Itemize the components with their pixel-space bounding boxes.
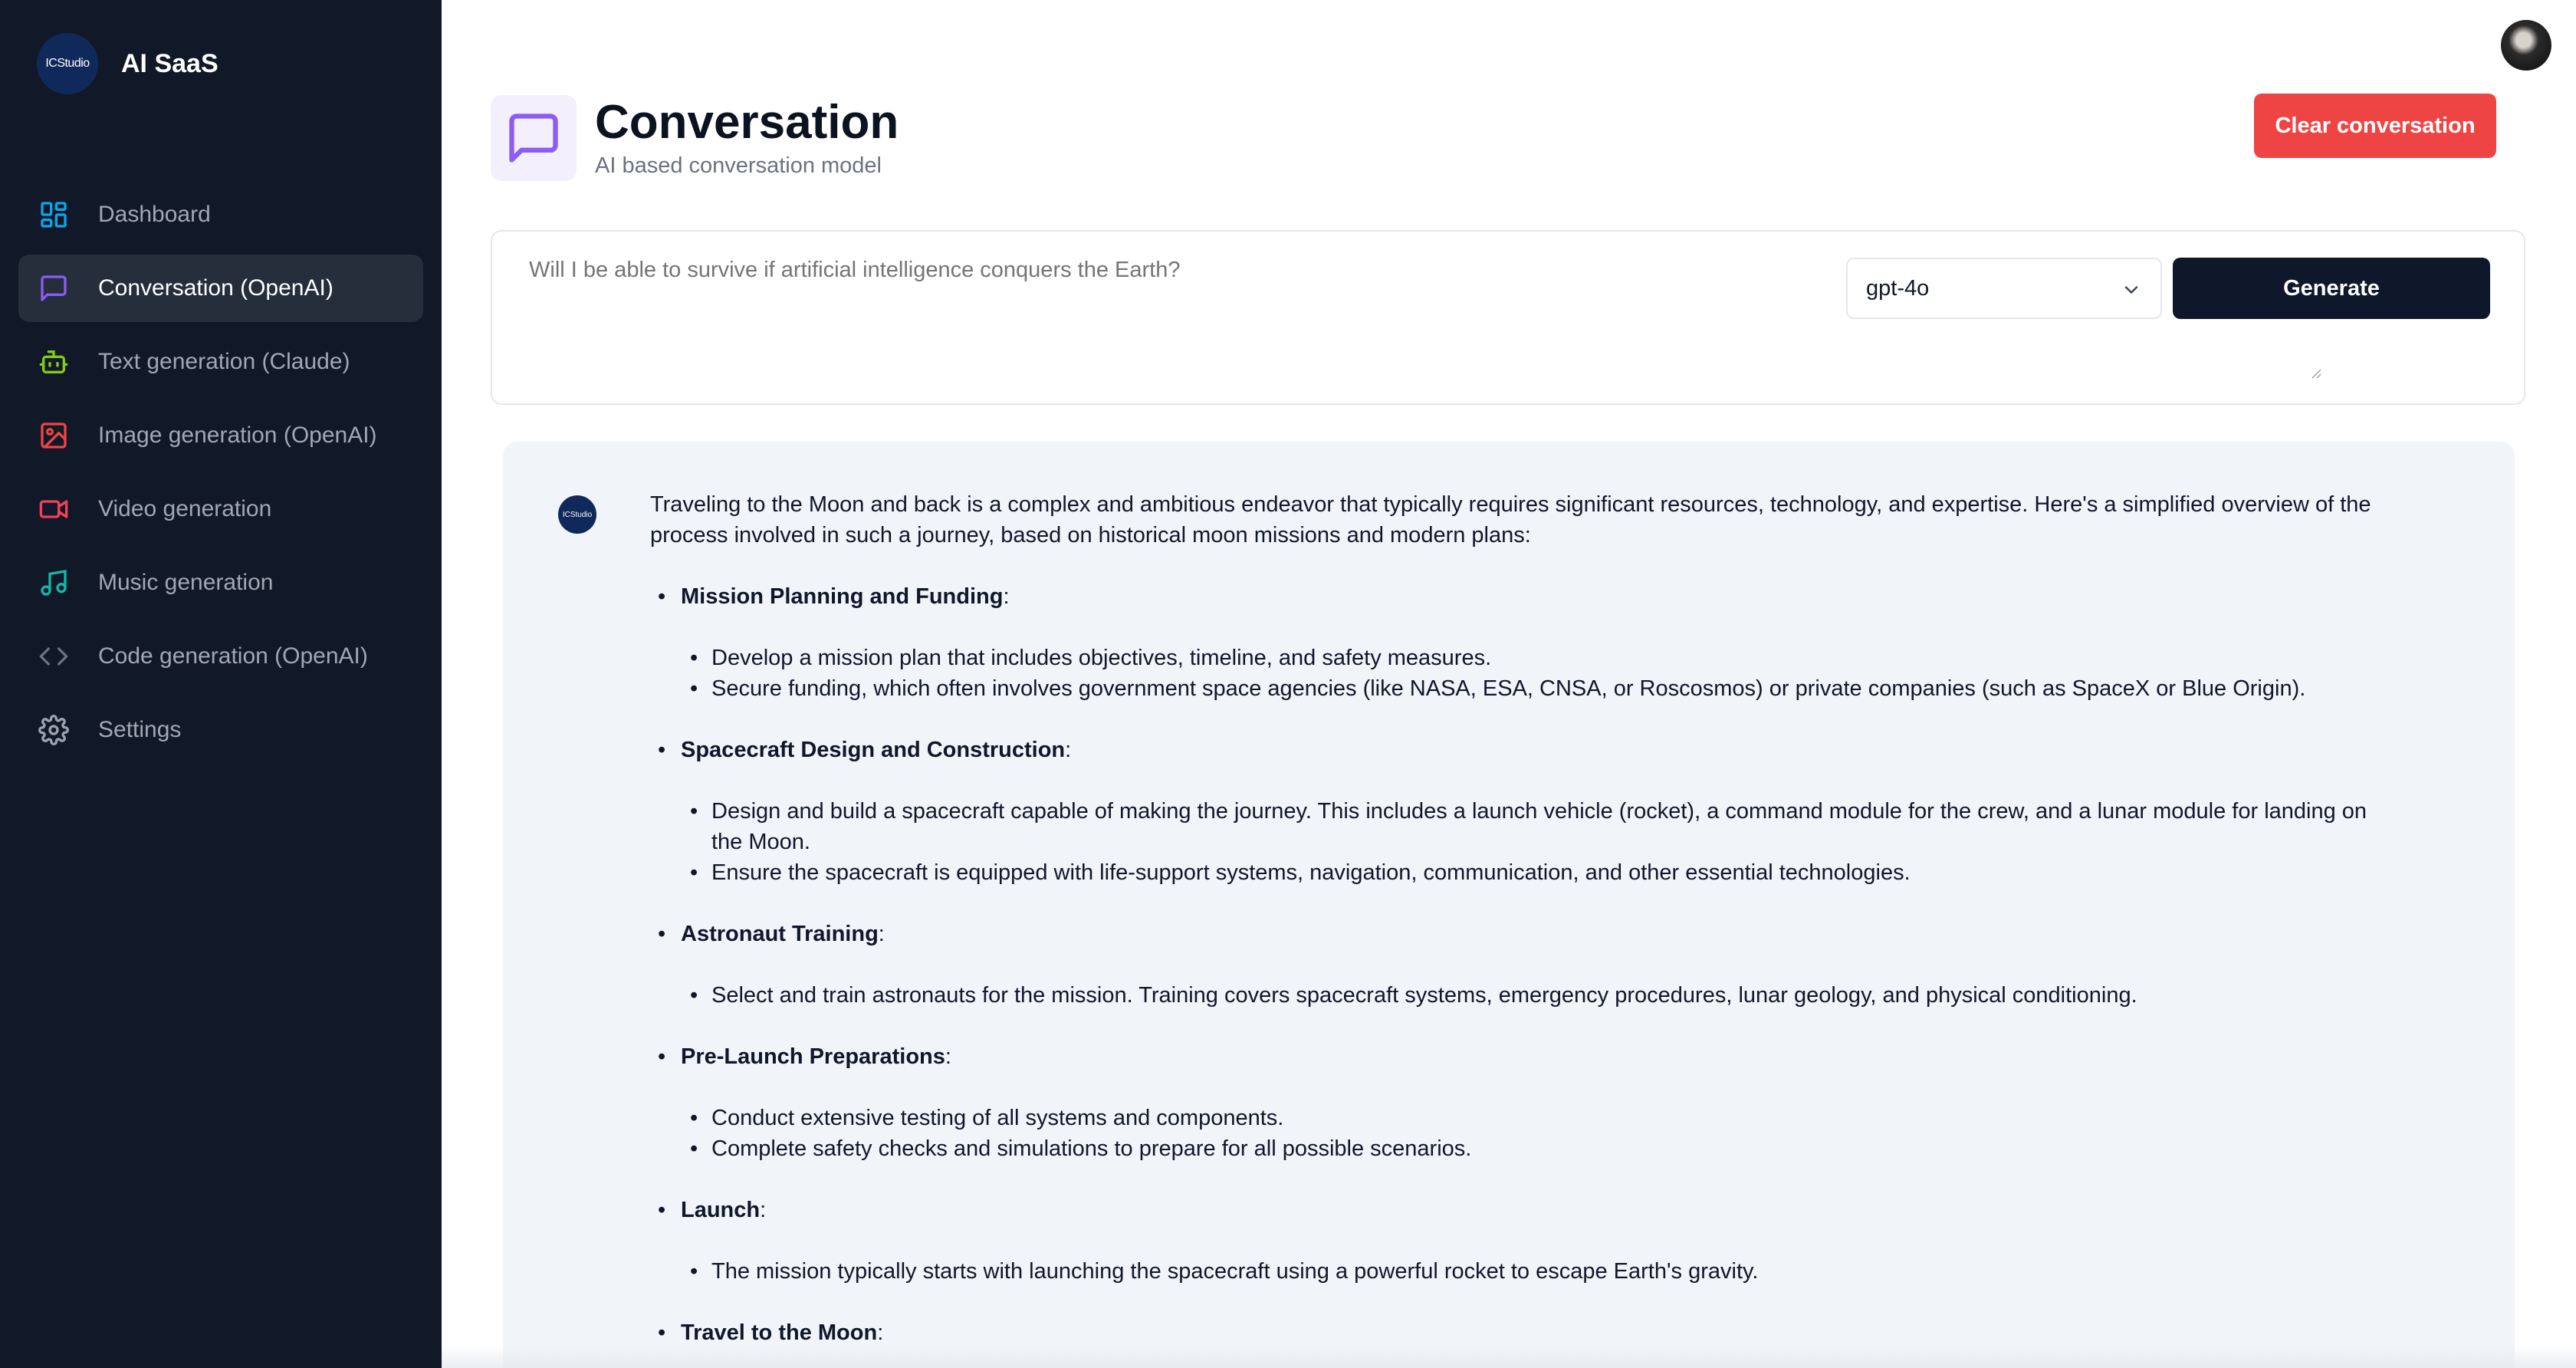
sidebar-item-image-generation[interactable] xyxy=(18,402,423,469)
chat-icon xyxy=(38,273,69,304)
list-item: • Conduct extensive testing of all systems and components. xyxy=(711,1103,2383,1133)
response-body xyxy=(650,489,2383,1368)
response-section: • Pre-Launch Preparations: • Conduct extensive testing of all systems and components. • Complete safety checks and simulations to prepare for all possible scenarios. xyxy=(650,1041,2383,1164)
sidebar-item-music-generation[interactable] xyxy=(18,549,423,617)
sidebar-item-label: Image generation (OpenAI) xyxy=(98,423,377,448)
clear-conversation-button[interactable]: Clear conversation xyxy=(2254,94,2496,158)
list-item: • Select and train astronauts for the mission. Training covers spacecraft systems, emergency procedures, lunar geology, and physical conditioning. xyxy=(711,980,2383,1011)
section-title: Launch xyxy=(681,1198,761,1222)
sidebar-item-code-generation[interactable] xyxy=(18,623,423,690)
generate-button[interactable]: Generate xyxy=(2173,258,2490,319)
response-section: • Launch: • The mission typically starts with launching the spacecraft using a powerful rocket to escape Earth's gravity. xyxy=(650,1195,2383,1287)
bot-icon xyxy=(38,347,69,377)
sidebar-item-label: Conversation (OpenAI) xyxy=(98,275,334,301)
chevron-down-icon xyxy=(2121,279,2142,301)
list-item: • Complete safety checks and simulations to prepare for all possible scenarios. xyxy=(711,1133,2383,1164)
model-select-value: gpt-4o xyxy=(1866,275,1930,301)
prompt-form xyxy=(491,230,2525,405)
section-title: Astronaut Training xyxy=(681,922,879,946)
section-title: Pre-Launch Preparations xyxy=(681,1044,945,1069)
list-item: • Develop a mission plan that includes objectives, timeline, and safety measures. xyxy=(711,643,2383,673)
sidebar-item-conversation[interactable] xyxy=(18,255,423,322)
sidebar-item-label: Dashboard xyxy=(98,202,211,227)
page-title: Conversation xyxy=(595,96,899,149)
bot-avatar: ICStudio xyxy=(558,495,596,534)
response-section: • Travel to the Moon: xyxy=(650,1317,2383,1348)
sidebar-item-label: Code generation (OpenAI) xyxy=(98,643,368,669)
response-section: • Mission Planning and Funding: • Develop a mission plan that includes objectives, timeline, and safety measures. • Secure funding, which often involves government space agencies (like NASA, ESA, CNSA, or Roscosmos) or private companies (such as SpaceX or Blue Origin). xyxy=(650,581,2383,704)
list-item: • Ensure the spacecraft is equipped with life-support systems, navigation, communication, and other essential technologies. xyxy=(711,857,2383,888)
section-title: Spacecraft Design and Construction xyxy=(681,738,1066,762)
list-item: • The mission typically starts with launching the spacecraft using a powerful rocket to escape Earth's gravity. xyxy=(711,1256,2383,1287)
sidebar-item-settings[interactable] xyxy=(18,696,423,764)
sidebar-item-text-generation[interactable] xyxy=(18,328,423,396)
sidebar xyxy=(0,0,442,1368)
sidebar-item-label: Music generation xyxy=(98,570,274,595)
brand-logo: ICStudio xyxy=(37,33,98,94)
response-message xyxy=(503,442,2515,1368)
page-subtitle: AI based conversation model xyxy=(595,153,882,178)
dashboard-icon xyxy=(38,199,69,230)
chat-icon xyxy=(504,109,563,167)
list-item: • Design and build a spacecraft capable of making the journey. This includes a launch vehicle (rocket), a command module for the crew, and a lunar module for landing on the Moon. xyxy=(711,796,2383,857)
sidebar-item-dashboard[interactable] xyxy=(18,181,423,248)
list-item: • Secure funding, which often involves government space agencies (like NASA, ESA, CNSA, or Roscosmos) or private companies (such as SpaceX or Blue Origin). xyxy=(711,673,2383,704)
response-intro: Traveling to the Moon and back is a complex and ambitious endeavor that typically requires significant resources, technology, and expertise. Here's a simplified overview of the process involved in such a journey, based on historical moon missions and modern plans: xyxy=(650,492,2371,548)
brand-name: AI SaaS xyxy=(121,48,219,78)
section-title: Mission Planning and Funding xyxy=(681,584,1004,609)
gear-icon xyxy=(38,715,69,745)
image-icon xyxy=(38,420,69,451)
resize-handle-icon[interactable] xyxy=(2309,367,2321,379)
brand[interactable] xyxy=(37,32,219,95)
model-select[interactable] xyxy=(1846,258,2162,319)
music-icon xyxy=(38,567,69,598)
video-icon xyxy=(38,494,69,525)
sidebar-item-video-generation[interactable] xyxy=(18,475,423,543)
sidebar-nav xyxy=(18,181,423,770)
response-section: • Astronaut Training: • Select and train astronauts for the mission. Training covers spacecraft systems, emergency procedures, lunar geology, and physical conditioning. xyxy=(650,919,2383,1011)
page-icon-box xyxy=(491,95,577,181)
section-title: Travel to the Moon xyxy=(681,1320,878,1345)
sidebar-item-label: Settings xyxy=(98,717,182,742)
response-section: • Spacecraft Design and Construction: • Design and build a spacecraft capable of making the journey. This includes a launch vehicle (rocket), a command module for the crew, and a lunar module for landing on the Moon. • Ensure the spacecraft is equipped with life-support systems, navigation, communication, and other essential technologies. xyxy=(650,735,2383,888)
sidebar-item-label: Video generation xyxy=(98,496,272,521)
user-avatar[interactable] xyxy=(2501,20,2551,71)
sidebar-item-label: Text generation (Claude) xyxy=(98,349,350,374)
scroll-fade xyxy=(442,1345,2576,1368)
code-icon xyxy=(38,641,69,672)
